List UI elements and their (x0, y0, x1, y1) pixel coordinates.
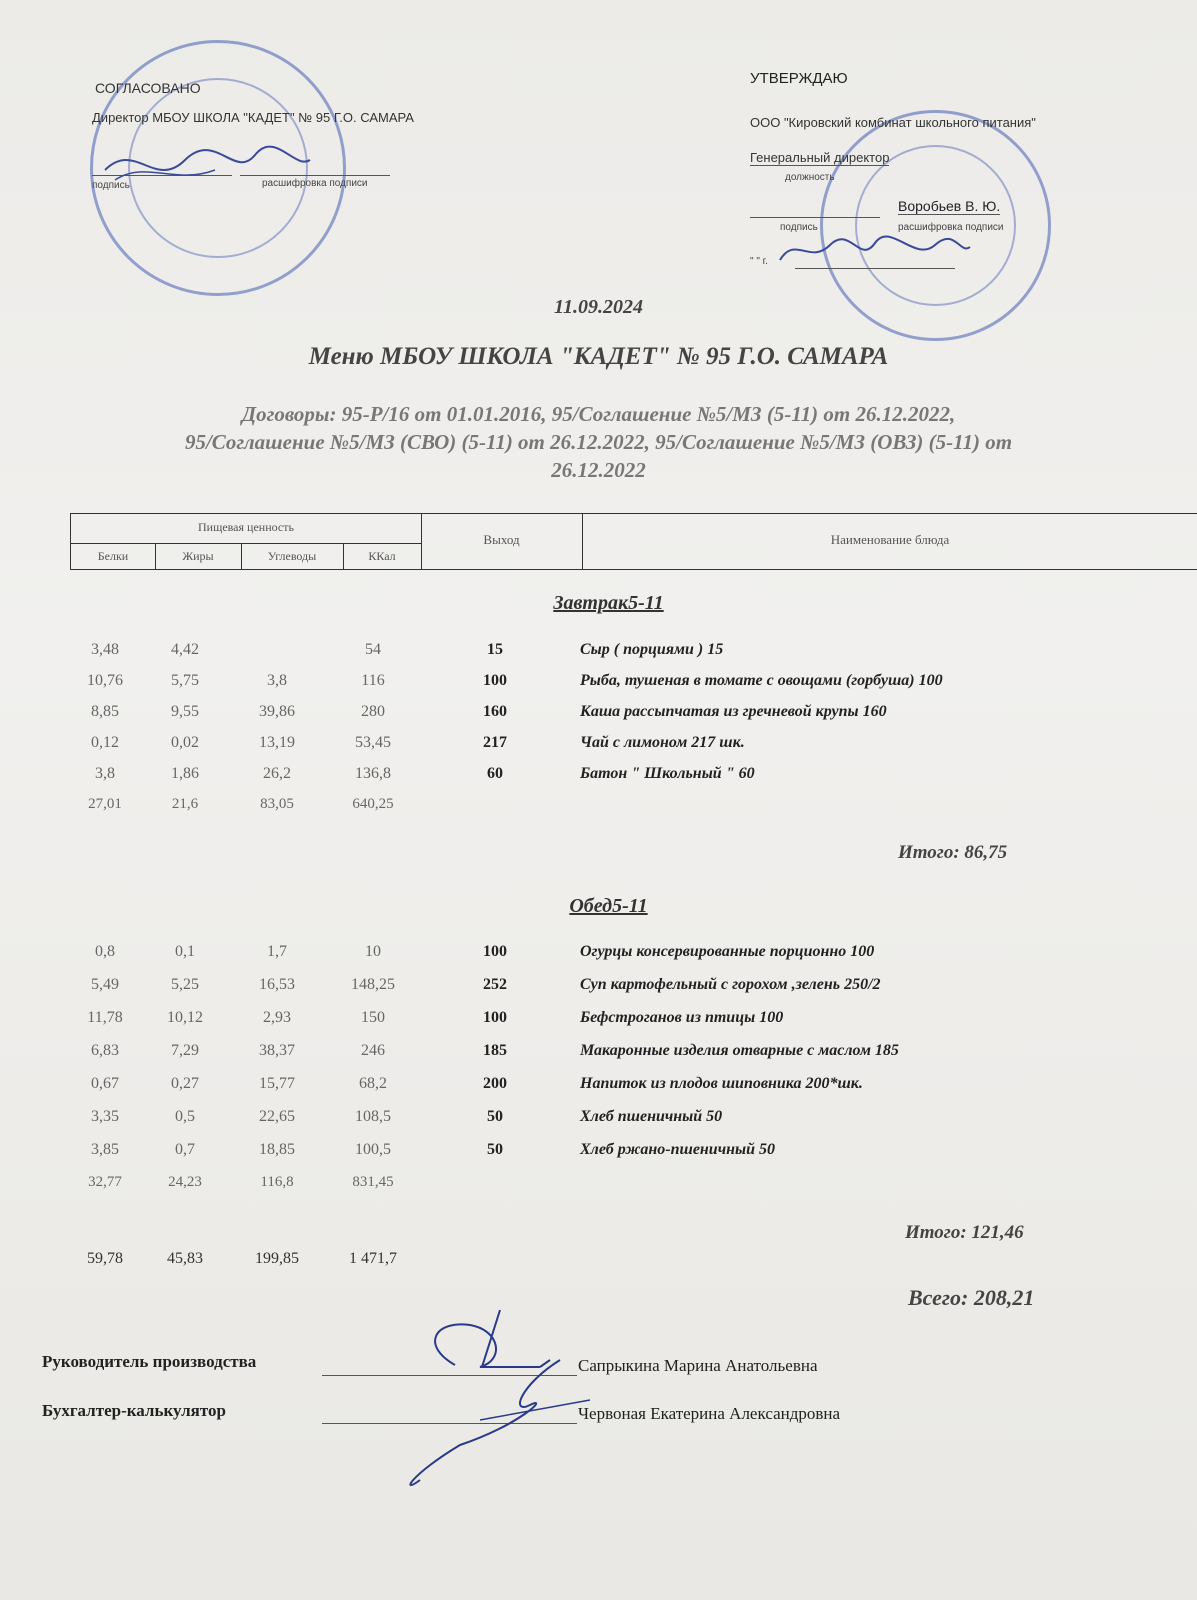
menu-title: Меню МБОУ ШКОЛА "КАДЕТ" № 95 Г.О. САМАРА (308, 343, 889, 370)
sum-fats: 21,6 (171, 796, 199, 812)
decode-label-left: расшифровка подписи (262, 178, 368, 189)
sum-proteins: 27,01 (88, 796, 122, 812)
table-row (0, 672, 1197, 702)
menu-date: 11.09.2024 (554, 296, 643, 318)
carbs-cell: 18,85 (259, 1141, 295, 1158)
proteins-header: Белки (97, 549, 129, 563)
kcal-cell: 100,5 (355, 1141, 391, 1158)
sign-label-left: подпись (92, 180, 130, 191)
table-row (0, 943, 1197, 973)
general-director-signature (775, 225, 975, 275)
accountant-label: Бухгалтер-калькулятор (42, 1401, 226, 1420)
dish-name-cell: Чай с лимоном 217 шк. (580, 734, 745, 751)
accountant-name: Червоная Екатерина Александровна (578, 1404, 841, 1423)
proteins-cell: 3,85 (91, 1141, 119, 1158)
table-row (0, 976, 1197, 1006)
proteins-cell: 0,12 (91, 734, 119, 751)
fats-cell: 7,29 (171, 1042, 199, 1059)
proteins-cell: 3,48 (91, 641, 119, 658)
kcal-cell: 10 (365, 943, 381, 960)
grand-kcal: 1 471,7 (349, 1250, 397, 1267)
kcal-cell: 108,5 (355, 1108, 391, 1125)
output-cell: 50 (487, 1141, 503, 1158)
breakfast-title: Завтрак5-11 (553, 592, 664, 614)
dish-name-cell: Каша рассыпчатая из гречневой крупы 160 (580, 703, 887, 720)
sum-proteins: 32,77 (88, 1174, 122, 1190)
kcal-cell: 116 (361, 672, 385, 689)
output-cell: 100 (483, 1009, 507, 1026)
director-label: Директор МБОУ ШКОЛА "КАДЕТ" № 95 Г.О. САМАРА (92, 110, 414, 125)
sum-kcal: 640,25 (352, 796, 394, 812)
carbs-cell: 38,37 (259, 1042, 295, 1059)
carbs-cell: 15,77 (259, 1075, 295, 1092)
dish-name-cell: Хлеб пшеничный 50 (580, 1108, 723, 1125)
position-label: должность (785, 172, 835, 183)
proteins-cell: 3,8 (95, 765, 115, 782)
dish-name-cell: Рыба, тушеная в томате с овощами (горбуша) 100 (580, 672, 943, 689)
proteins-cell: 8,85 (91, 703, 119, 720)
dish-name-cell: Огурцы консервированные порционно 100 (580, 943, 875, 960)
breakfast-total: Итого: 86,75 (898, 842, 1008, 863)
sign-line-right (750, 217, 880, 218)
sum-row (0, 1174, 1197, 1204)
position-value: Генеральный директор (750, 150, 890, 165)
proteins-cell: 10,76 (87, 672, 123, 689)
sign-label-right: подпись (780, 222, 818, 233)
output-cell: 100 (483, 943, 507, 960)
output-cell: 160 (483, 703, 507, 720)
dish-name-cell: Сыр ( порциями ) 15 (580, 641, 724, 658)
fats-cell: 0,1 (175, 943, 195, 960)
dish-name-cell: Батон " Школьный " 60 (580, 765, 755, 782)
sum-carbs: 116,8 (260, 1174, 294, 1190)
carbs-cell: 26,2 (263, 765, 291, 782)
kcal-cell: 53,45 (355, 734, 391, 751)
head-label: Руководитель производства (42, 1352, 257, 1371)
fats-cell: 1,86 (171, 765, 199, 782)
approve-label: УТВЕРЖДАЮ (750, 70, 848, 87)
lunch-title: Обед5-11 (569, 895, 648, 917)
fats-cell: 4,42 (171, 641, 199, 658)
director-signature (95, 130, 315, 200)
grand-carbs: 199,85 (255, 1250, 299, 1267)
kcal-cell: 150 (361, 1009, 385, 1026)
grand-total: Всего: 208,21 (908, 1285, 1035, 1310)
table-row (0, 765, 1197, 795)
kcal-cell: 148,25 (351, 976, 395, 993)
dish-name-cell: Напиток из плодов шиповника 200*шк. (580, 1075, 863, 1092)
output-cell: 60 (487, 765, 503, 782)
output-cell: 100 (483, 672, 507, 689)
output-cell: 252 (483, 976, 507, 993)
fats-cell: 5,25 (171, 976, 199, 993)
head-signature (400, 1305, 600, 1495)
proteins-cell: 5,49 (91, 976, 119, 993)
output-cell: 185 (483, 1042, 507, 1059)
decode-label-right: расшифровка подписи (898, 222, 1004, 233)
proteins-cell: 0,8 (95, 943, 115, 960)
carbs-header: Углеводы (267, 549, 317, 563)
output-cell: 200 (483, 1075, 507, 1092)
table-row (0, 1009, 1197, 1039)
lunch-total: Итого: 121,46 (905, 1222, 1024, 1243)
dish-name-cell: Бефстроганов из птицы 100 (580, 1009, 784, 1026)
carbs-cell: 13,19 (259, 734, 295, 751)
nutrition-header: Пищевая ценность (198, 520, 294, 534)
dish-name-cell: Суп картофельный с горохом ,зелень 250/2 (580, 976, 881, 993)
fats-cell: 0,02 (171, 734, 199, 751)
carbs-cell: 39,86 (259, 703, 295, 720)
grand-sum-row (0, 1250, 1197, 1280)
sum-kcal: 831,45 (352, 1174, 394, 1190)
kcal-cell: 136,8 (355, 765, 391, 782)
output-cell: 15 (487, 641, 503, 658)
fats-cell: 0,7 (175, 1141, 195, 1158)
kcal-cell: 246 (361, 1042, 385, 1059)
fats-cell: 0,27 (171, 1075, 199, 1092)
kcal-cell: 54 (365, 641, 381, 658)
head-name: Сапрыкина Марина Анатольевна (578, 1356, 818, 1375)
proteins-cell: 0,67 (91, 1075, 119, 1092)
carbs-cell: 2,93 (263, 1009, 291, 1026)
dish-name-cell: Хлеб ржано-пшеничный 50 (580, 1141, 775, 1158)
contracts-line-1: Договоры: 95-Р/16 от 01.01.2016, 95/Соглашение №5/МЗ (5-11) от 26.12.2022, (241, 402, 956, 426)
contracts-line-3: 26.12.2022 (551, 458, 646, 482)
kcal-cell: 68,2 (359, 1075, 387, 1092)
fats-cell: 10,12 (167, 1009, 203, 1026)
fats-cell: 9,55 (171, 703, 199, 720)
fats-header: Жиры (182, 549, 214, 563)
kcal-header: ККал (368, 549, 396, 563)
dish-name-header: Наименование блюда (830, 532, 950, 547)
fats-cell: 5,75 (171, 672, 199, 689)
proteins-cell: 6,83 (91, 1042, 119, 1059)
carbs-cell: 3,8 (267, 672, 287, 689)
sum-row (0, 796, 1197, 826)
table-row (0, 641, 1197, 671)
output-cell: 50 (487, 1108, 503, 1125)
kcal-cell: 280 (361, 703, 385, 720)
table-row (0, 1042, 1197, 1072)
carbs-cell: 22,65 (259, 1108, 295, 1125)
table-header (70, 513, 1197, 570)
table-row (0, 1108, 1197, 1138)
sum-carbs: 83,05 (260, 796, 294, 812)
grand-proteins: 59,78 (87, 1250, 123, 1267)
proteins-cell: 11,78 (87, 1009, 123, 1026)
fats-cell: 0,5 (175, 1108, 195, 1125)
grand-fats: 45,83 (167, 1250, 203, 1267)
carbs-cell: 1,7 (267, 943, 287, 960)
agreed-label: СОГЛАСОВАНО (95, 80, 201, 96)
output-header: Выход (483, 532, 520, 547)
carbs-cell: 16,53 (259, 976, 295, 993)
dish-name-cell: Макаронные изделия отварные с маслом 185 (580, 1042, 899, 1059)
company-name: ООО "Кировский комбинат школьного питания" (750, 115, 1036, 130)
table-row (0, 703, 1197, 733)
director-name: Воробьев В. Ю. (898, 198, 1001, 214)
table-row (0, 734, 1197, 764)
sum-fats: 24,23 (168, 1174, 202, 1190)
date-line: " " г. (750, 256, 768, 267)
table-row (0, 1075, 1197, 1105)
contracts-line-2: 95/Соглашение №5/МЗ (СВО) (5-11) от 26.12.2022, 95/Соглашение №5/МЗ (ОВЗ) (5-11) от (184, 430, 1013, 454)
output-cell: 217 (483, 734, 507, 751)
proteins-cell: 3,35 (91, 1108, 119, 1125)
table-row (0, 1141, 1197, 1171)
